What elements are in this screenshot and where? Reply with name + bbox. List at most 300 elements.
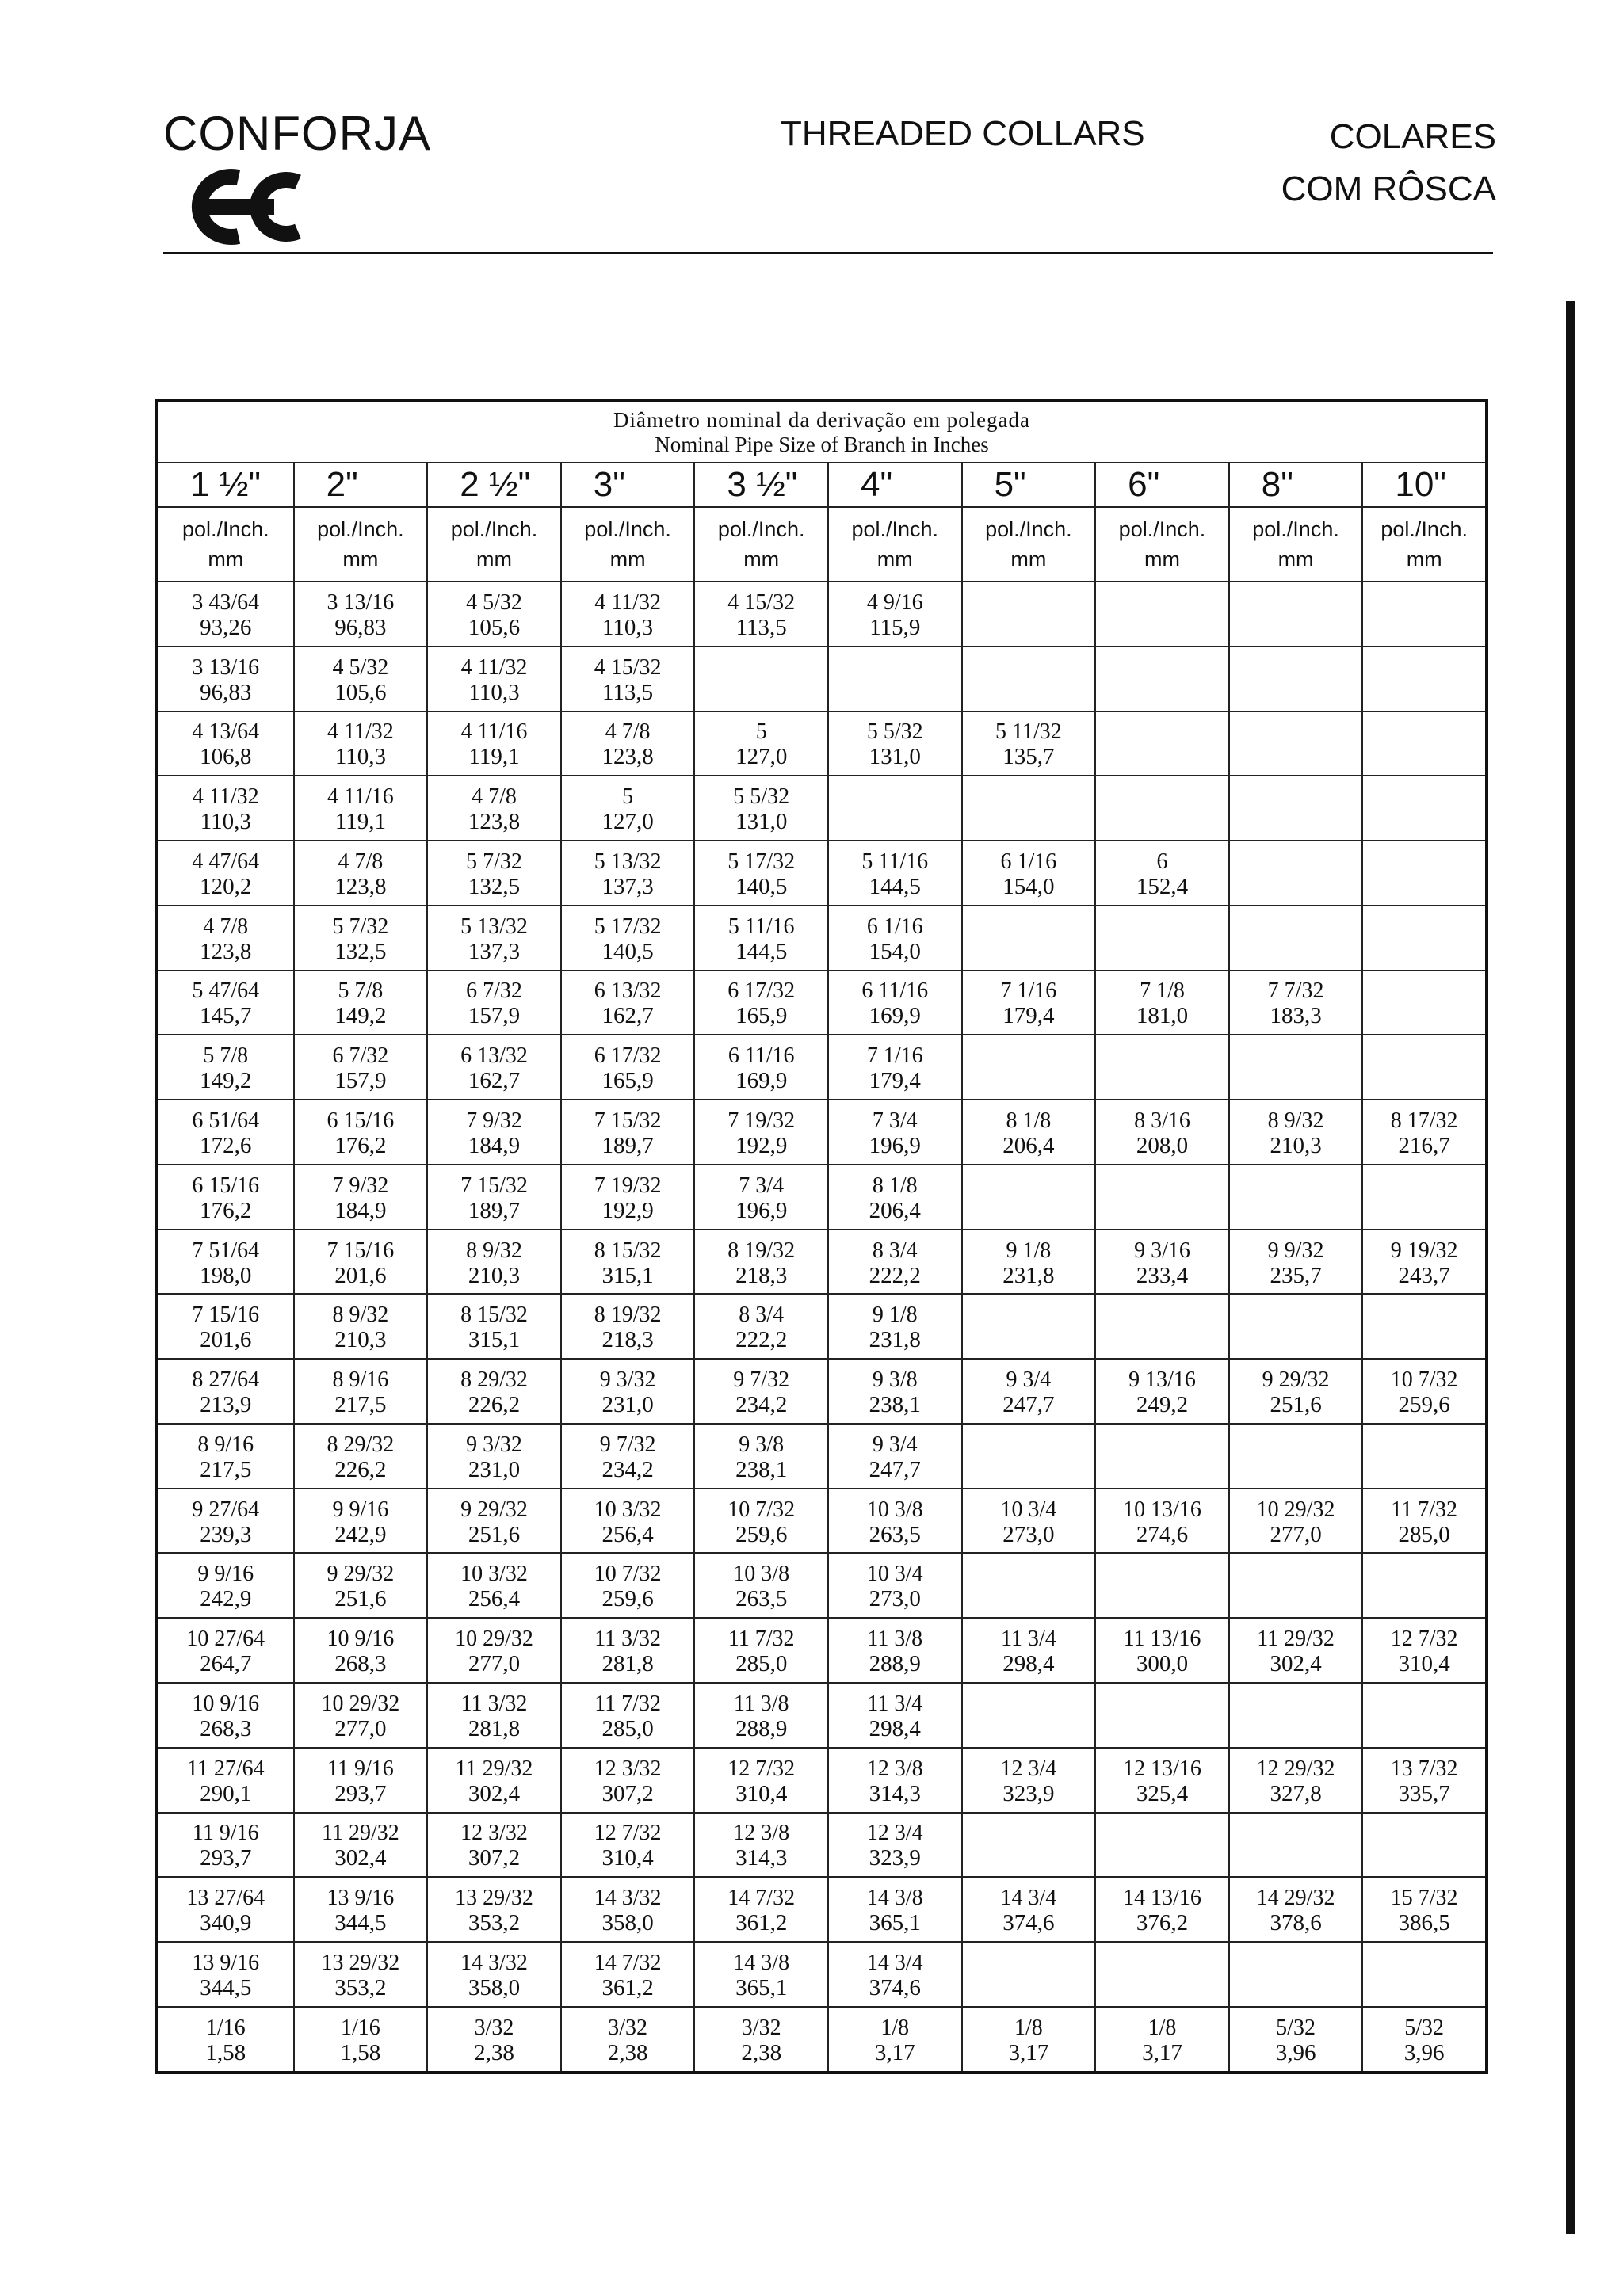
table-cell	[694, 1489, 828, 1554]
mm-value: 358,0	[601, 1910, 654, 1936]
mm-value: 247,7	[869, 1456, 921, 1482]
inch-value: 4 15/32	[594, 654, 662, 680]
mm-value: 314,3	[869, 1780, 921, 1806]
table-cell	[157, 971, 294, 1035]
table-cell	[962, 582, 1096, 646]
size-header-5: 4"	[828, 463, 962, 507]
table-cell	[694, 711, 828, 776]
table-cell	[962, 1877, 1096, 1942]
inch-value: 12 7/32	[594, 1821, 662, 1846]
mm-value: 274,6	[1136, 1521, 1189, 1547]
table-cell	[1229, 776, 1363, 841]
table-row	[157, 1618, 1487, 1683]
table-cell	[294, 582, 428, 646]
mm-value: 256,4	[468, 1586, 521, 1612]
table-cell	[427, 1748, 561, 1813]
mm-value: 165,9	[735, 1003, 788, 1029]
table-cell	[1095, 1877, 1229, 1942]
unit-header	[1229, 507, 1363, 582]
inch-value: 3/32	[474, 2015, 514, 2040]
mm-value: 93,26	[200, 614, 252, 640]
unit-mm-label: mm	[1144, 547, 1180, 571]
mm-value: 206,4	[1002, 1133, 1055, 1158]
size-header-6: 5"	[962, 463, 1096, 507]
inch-value: 9 3/32	[466, 1432, 522, 1457]
mm-value: 353,2	[468, 1910, 521, 1936]
inch-value: 9 29/32	[1262, 1367, 1330, 1393]
inch-value: 9 29/32	[327, 1562, 395, 1587]
mm-value: 169,9	[869, 1003, 921, 1029]
table-cell	[561, 1618, 695, 1683]
inch-value: 4 7/8	[472, 784, 517, 810]
table-cell	[1095, 1100, 1229, 1165]
inch-value: 9 9/16	[332, 1497, 389, 1522]
mm-value: 285,0	[735, 1651, 788, 1677]
mm-value: 217,5	[200, 1456, 252, 1482]
table-cell	[694, 776, 828, 841]
inch-value: 5 17/32	[727, 849, 796, 874]
inch-value: 12 29/32	[1256, 1756, 1335, 1781]
table-cell	[1095, 1294, 1229, 1359]
table-cell	[157, 1359, 294, 1424]
table-cell	[1362, 1294, 1487, 1359]
inch-value: 13 7/32	[1390, 1756, 1458, 1781]
inch-value: 9 1/8	[872, 1302, 918, 1328]
table-cell	[1229, 1553, 1363, 1618]
inch-value: 5 11/16	[727, 913, 795, 939]
table-cell	[694, 1359, 828, 1424]
table-cell	[1362, 582, 1487, 646]
table-cell	[1229, 1877, 1363, 1942]
table-cell	[157, 1294, 294, 1359]
mm-value: 113,5	[735, 614, 787, 640]
inch-value: 7 51/64	[192, 1238, 260, 1263]
inch-value: 12 13/16	[1123, 1756, 1201, 1781]
mm-value: 119,1	[468, 744, 520, 770]
inch-value: 3/32	[608, 2015, 647, 2040]
table-cell	[828, 1359, 962, 1424]
inch-value: 3 43/64	[192, 589, 260, 615]
mm-value: 335,7	[1398, 1780, 1450, 1806]
table-cell	[1362, 2007, 1487, 2073]
inch-value: 8 19/32	[594, 1302, 662, 1328]
table-cell	[1095, 841, 1229, 906]
mm-value: 238,1	[869, 1392, 921, 1418]
mm-value: 268,3	[334, 1651, 387, 1677]
mm-value: 196,9	[735, 1197, 788, 1223]
inch-value: 9 3/32	[599, 1367, 656, 1393]
mm-value: 192,9	[735, 1133, 788, 1158]
inch-value: 5 17/32	[594, 913, 662, 939]
table-cell	[694, 1683, 828, 1748]
table-cell	[561, 1424, 695, 1489]
table-cell	[962, 776, 1096, 841]
inch-value: 6 7/32	[332, 1043, 389, 1069]
inch-value: 8 19/32	[727, 1238, 796, 1263]
inch-value: 9 3/4	[872, 1432, 918, 1457]
table-cell	[427, 1424, 561, 1489]
inch-value: 10 3/32	[594, 1497, 662, 1522]
mm-value: 144,5	[869, 873, 921, 899]
table-cell	[828, 646, 962, 711]
table-cell	[561, 1359, 695, 1424]
inch-value: 9 19/32	[1390, 1238, 1458, 1263]
mm-value: 144,5	[735, 938, 788, 964]
table-cell	[1229, 1489, 1363, 1554]
table-cell	[694, 582, 828, 646]
unit-inch-label: pol./Inch.	[450, 517, 538, 541]
mm-value: 277,0	[468, 1651, 521, 1677]
mm-value: 110,3	[334, 744, 386, 770]
mm-value: 123,8	[200, 938, 252, 964]
inch-value: 14 7/32	[594, 1950, 662, 1975]
inch-value: 7 15/32	[594, 1108, 662, 1133]
table-cell	[1229, 1748, 1363, 1813]
inch-value: 14 3/32	[460, 1950, 528, 1975]
inch-value: 4 7/8	[338, 849, 384, 874]
table-cell	[157, 1683, 294, 1748]
inch-value: 4 15/32	[727, 589, 796, 615]
table-cell	[157, 1424, 294, 1489]
inch-value: 4 11/32	[460, 654, 528, 680]
table-cell	[1229, 646, 1363, 711]
table-cell	[962, 1489, 1096, 1554]
inch-value: 6 7/32	[466, 978, 522, 1004]
table-row	[157, 2007, 1487, 2073]
inch-value: 7 1/16	[1000, 978, 1057, 1004]
mm-value: 365,1	[735, 1974, 788, 2000]
table-cell	[962, 646, 1096, 711]
inch-value: 4 11/32	[327, 719, 394, 745]
mm-value: 344,5	[200, 1974, 252, 2000]
mm-value: 281,8	[601, 1651, 654, 1677]
table-cell	[1362, 841, 1487, 906]
mm-value: 323,9	[1002, 1780, 1055, 1806]
mm-value: 249,2	[1136, 1392, 1189, 1418]
table-cell	[294, 841, 428, 906]
table-cell	[1229, 1683, 1363, 1748]
mm-value: 242,9	[200, 1586, 252, 1612]
mm-value: 340,9	[200, 1910, 252, 1936]
table-cell	[561, 1553, 695, 1618]
mm-value: 123,8	[601, 744, 654, 770]
inch-value: 13 27/64	[186, 1886, 265, 1911]
inch-value: 10 13/16	[1123, 1497, 1201, 1522]
table-cell	[962, 1748, 1096, 1813]
table-cell	[427, 582, 561, 646]
mm-value: 314,3	[735, 1845, 788, 1871]
inch-value: 10 3/32	[460, 1562, 528, 1587]
mm-value: 172,6	[200, 1133, 252, 1158]
mm-value: 135,7	[1002, 744, 1055, 770]
table-cell	[694, 1813, 828, 1878]
caption-portuguese: Diâmetro nominal da derivação em polegada	[613, 407, 1031, 432]
table-cell	[1362, 1165, 1487, 1230]
table-cell	[561, 1683, 695, 1748]
inch-value: 10 3/8	[866, 1497, 923, 1522]
table-cell	[1095, 1618, 1229, 1683]
mm-value: 152,4	[1136, 873, 1189, 899]
mm-value: 285,0	[1398, 1521, 1450, 1547]
mm-value: 310,4	[601, 1845, 654, 1871]
table-row	[157, 1230, 1487, 1295]
table-row	[157, 971, 1487, 1035]
inch-value: 14 3/4	[866, 1950, 923, 1975]
mm-value: 231,0	[468, 1456, 521, 1482]
unit-header	[561, 507, 695, 582]
inch-value: 6 1/16	[866, 913, 923, 939]
table-row	[157, 841, 1487, 906]
table-cell	[1095, 1424, 1229, 1489]
inch-value: 8 29/32	[460, 1367, 528, 1393]
mm-value: 315,1	[468, 1327, 521, 1353]
mm-value: 242,9	[334, 1521, 387, 1547]
table-cell	[1095, 906, 1229, 971]
mm-value: 234,2	[735, 1392, 788, 1418]
table-row	[157, 1100, 1487, 1165]
table-cell	[1229, 711, 1363, 776]
table-cell	[294, 646, 428, 711]
inch-value: 5 13/32	[460, 913, 528, 939]
table-row	[157, 1748, 1487, 1813]
mm-value: 358,0	[468, 1974, 521, 2000]
inch-value: 4 7/8	[203, 913, 249, 939]
inch-value: 9 7/32	[733, 1367, 790, 1393]
table-cell	[1229, 841, 1363, 906]
mm-value: 234,2	[601, 1456, 654, 1482]
table-cell	[561, 776, 695, 841]
table-cell	[828, 1618, 962, 1683]
table-cell	[962, 1553, 1096, 1618]
table-cell	[1362, 1489, 1487, 1554]
inch-value: 5/32	[1404, 2015, 1445, 2040]
mm-value: 293,7	[334, 1780, 387, 1806]
mm-value: 259,6	[735, 1521, 788, 1547]
table-cell	[294, 1618, 428, 1683]
mm-value: 226,2	[334, 1456, 387, 1482]
table-cell	[1229, 582, 1363, 646]
mm-value: 120,2	[200, 873, 252, 899]
table-cell	[1229, 1165, 1363, 1230]
inch-value: 11 3/8	[733, 1691, 789, 1716]
size-header-7: 6"	[1095, 463, 1229, 507]
unit-header	[1095, 507, 1229, 582]
table-row	[157, 1942, 1487, 2007]
mm-value: 131,0	[735, 809, 788, 835]
inch-value: 9 27/64	[192, 1497, 260, 1522]
table-cell	[694, 1942, 828, 2007]
inch-value: 5	[755, 719, 767, 745]
inch-value: 6 11/16	[861, 978, 929, 1004]
table-cell	[962, 1294, 1096, 1359]
inch-value: 6 15/16	[327, 1108, 395, 1133]
table-cell	[1362, 776, 1487, 841]
mm-value: 307,2	[601, 1780, 654, 1806]
unit-header	[427, 507, 561, 582]
table-cell	[427, 1618, 561, 1683]
inch-value: 8 9/32	[1267, 1108, 1324, 1133]
mm-value: 149,2	[334, 1003, 387, 1029]
mm-value: 290,1	[200, 1780, 252, 1806]
table-cell	[1362, 1877, 1487, 1942]
mm-value: 213,9	[200, 1392, 252, 1418]
mm-value: 268,3	[200, 1715, 252, 1741]
table-row	[157, 1877, 1487, 1942]
inch-value: 4 11/16	[460, 719, 528, 745]
table-cell	[294, 1553, 428, 1618]
inch-value: 11 29/32	[455, 1756, 533, 1781]
table-cell	[694, 1618, 828, 1683]
mm-value: 3,96	[1403, 2039, 1445, 2065]
mm-value: 327,8	[1270, 1780, 1322, 1806]
inch-value: 7 9/32	[332, 1173, 389, 1198]
inch-value: 4 11/32	[594, 589, 661, 615]
inch-value: 8 9/16	[332, 1367, 389, 1393]
table-cell	[962, 1100, 1096, 1165]
table-cell	[828, 1294, 962, 1359]
table-row	[157, 1035, 1487, 1100]
table-cell	[1229, 1424, 1363, 1489]
inch-value: 5 5/32	[733, 784, 790, 810]
mm-value: 239,3	[200, 1521, 252, 1547]
inch-value: 12 3/32	[594, 1756, 662, 1781]
unit-header	[694, 507, 828, 582]
table-cell	[157, 1035, 294, 1100]
inch-value: 8 9/16	[197, 1432, 254, 1457]
table-cell	[962, 1230, 1096, 1295]
inch-value: 6	[1156, 849, 1168, 874]
inch-value: 1/16	[205, 2015, 246, 2040]
table-cell	[1095, 1359, 1229, 1424]
inch-value: 8 27/64	[192, 1367, 260, 1393]
inch-value: 6 51/64	[192, 1108, 260, 1133]
mm-value: 113,5	[602, 679, 654, 705]
size-header-1: 2"	[294, 463, 428, 507]
unit-header	[294, 507, 428, 582]
table-row	[157, 1683, 1487, 1748]
table-cell	[1095, 1035, 1229, 1100]
table-cell	[561, 971, 695, 1035]
unit-header	[962, 507, 1096, 582]
mm-value: 132,5	[334, 938, 387, 964]
table-cell	[1095, 1748, 1229, 1813]
table-cell	[157, 906, 294, 971]
inch-value: 8 15/32	[460, 1302, 528, 1328]
table-cell	[294, 1748, 428, 1813]
table-cell	[1362, 1100, 1487, 1165]
table-cell	[694, 1230, 828, 1295]
table-cell	[1095, 646, 1229, 711]
mm-value: 179,4	[1002, 1003, 1055, 1029]
table-cell	[294, 1165, 428, 1230]
mm-value: 169,9	[735, 1068, 788, 1094]
table-cell	[427, 841, 561, 906]
table-cell	[427, 1100, 561, 1165]
table-cell	[828, 841, 962, 906]
unit-header	[828, 507, 962, 582]
inch-value: 6 13/32	[594, 978, 662, 1004]
inch-value: 10 9/16	[192, 1691, 260, 1716]
mm-value: 206,4	[869, 1197, 921, 1223]
table-row	[157, 1553, 1487, 1618]
table-cell	[157, 1813, 294, 1878]
mm-value: 1,58	[205, 2039, 246, 2065]
mm-value: 285,0	[601, 1715, 654, 1741]
inch-value: 10 29/32	[321, 1691, 400, 1716]
unit-header-row	[157, 507, 1487, 582]
inch-value: 12 7/32	[727, 1756, 796, 1781]
mm-value: 196,9	[869, 1133, 921, 1158]
inch-value: 5 11/32	[995, 719, 1062, 745]
inch-value: 10 27/64	[186, 1627, 265, 1652]
inch-value: 12 7/32	[1390, 1627, 1458, 1652]
mm-value: 277,0	[334, 1715, 387, 1741]
table-cell	[157, 1618, 294, 1683]
table-cell	[1362, 1359, 1487, 1424]
inch-value: 9 3/8	[739, 1432, 785, 1457]
mm-value: 189,7	[601, 1133, 654, 1158]
mm-value: 386,5	[1398, 1910, 1450, 1936]
inch-value: 11 13/16	[1123, 1627, 1201, 1652]
table-cell	[157, 646, 294, 711]
inch-value: 9 3/8	[872, 1367, 918, 1393]
collar-dimension-table	[155, 399, 1488, 2074]
size-header-3: 3"	[561, 463, 695, 507]
mm-value: 263,5	[735, 1586, 788, 1612]
mm-value: 251,6	[334, 1586, 387, 1612]
inch-value: 6 17/32	[727, 978, 796, 1004]
unit-mm-label: mm	[208, 547, 244, 571]
mm-value: 127,0	[601, 809, 654, 835]
table-cell	[294, 1424, 428, 1489]
inch-value: 11 3/32	[594, 1627, 661, 1652]
inch-value: 6 13/32	[460, 1043, 528, 1069]
mm-value: 184,9	[334, 1197, 387, 1223]
inch-value: 6 1/16	[1000, 849, 1057, 874]
table-cell	[1229, 1813, 1363, 1878]
unit-mm-label: mm	[876, 547, 913, 571]
mm-value: 96,83	[334, 614, 387, 640]
inch-value: 11 7/32	[727, 1627, 795, 1652]
page-edge-bar	[1566, 301, 1575, 2234]
inch-value: 14 3/8	[866, 1886, 923, 1911]
mm-value: 361,2	[735, 1910, 788, 1936]
mm-value: 264,7	[200, 1651, 252, 1677]
mm-value: 235,7	[1270, 1262, 1322, 1288]
inch-value: 11 3/8	[867, 1627, 923, 1652]
table-cell	[427, 1230, 561, 1295]
caption-english: Nominal Pipe Size of Branch in Inches	[655, 432, 989, 456]
mm-value: 376,2	[1136, 1910, 1189, 1936]
table-cell	[427, 711, 561, 776]
mm-value: 210,3	[334, 1327, 387, 1353]
inch-value: 7 3/4	[739, 1173, 785, 1198]
unit-inch-label: pol./Inch.	[985, 517, 1072, 541]
inch-value: 5 7/32	[332, 913, 389, 939]
mm-value: 302,4	[468, 1780, 521, 1806]
unit-header	[157, 507, 294, 582]
inch-value: 5	[622, 784, 634, 810]
table-cell	[294, 1359, 428, 1424]
table-cell	[1229, 906, 1363, 971]
mm-value: 192,9	[601, 1197, 654, 1223]
table-cell	[694, 1165, 828, 1230]
mm-value: 123,8	[334, 873, 387, 899]
conforja-logo	[163, 163, 322, 250]
table-cell	[561, 1294, 695, 1359]
mm-value: 281,8	[468, 1715, 521, 1741]
mm-value: 298,4	[869, 1715, 921, 1741]
